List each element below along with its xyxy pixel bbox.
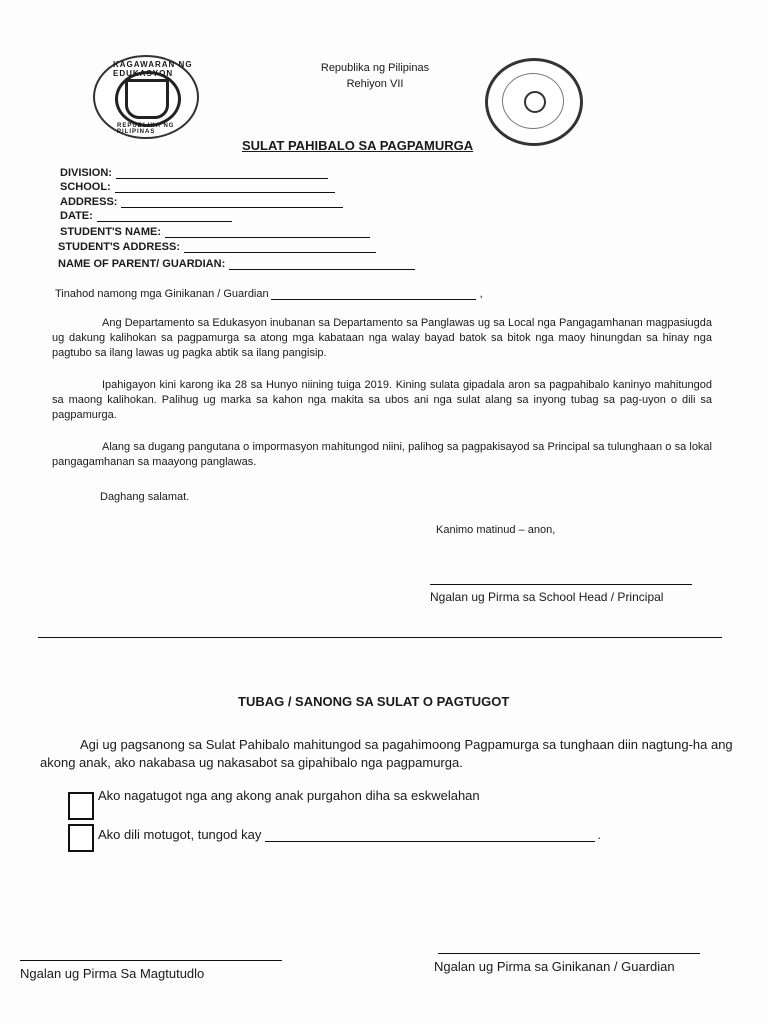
agree-checkbox[interactable]: [68, 792, 94, 820]
seal-bottom-text: REPUBLIKA NG PILIPINAS: [117, 123, 175, 135]
salutation-row: Tinahod namong mga Ginikanan / Guardian ,: [55, 288, 483, 300]
teacher-signature-label: Ngalan ug Pirma Sa Magtutudlo: [20, 966, 205, 981]
field-student-address: [58, 241, 376, 253]
region-header: Rehiyon VII: [346, 78, 404, 90]
salutation-line[interactable]: [271, 288, 476, 300]
paragraph-2: Ipahigayon kini karong ika 28 sa Hunyo niining tuiga 2019. Kining sulata gipadala aron sa pagpahibalo kaninyo mahitungod sa maong kalihokan. Palihug ug marka sa kahon nga makita sa ubos ani nga sulat alang sa inyong tubag sa pag-uyon o dili sa pagpamurga.: [52, 379, 712, 421]
field-label: DATE:: [60, 210, 93, 222]
field-date: [60, 210, 232, 222]
head-signature-line[interactable]: [430, 584, 692, 585]
field-label: SCHOOL:: [60, 181, 111, 193]
field-line[interactable]: [115, 181, 335, 193]
field-line[interactable]: [165, 226, 370, 238]
paragraph-3: Alang sa dugang pangutana o impormasyon mahitungod niini, palihog sa pagpakisayod sa Principal sa tulunghaan o sa lokal pangagamhanan sa maayong panglawas.: [52, 441, 712, 468]
seal-top-text: KAGAWARAN NG EDUKASYON: [113, 60, 193, 78]
disagree-checkbox[interactable]: [68, 824, 94, 852]
field-line[interactable]: [184, 241, 376, 253]
deped-seal-logo: [93, 55, 199, 139]
reason-line[interactable]: [265, 829, 595, 842]
field-label: ADDRESS:: [60, 196, 118, 208]
head-signature-label: Ngalan ug Pirma sa School Head / Principal: [430, 590, 664, 604]
letter-title: SULAT PAHIBALO SA PAGPAMURGA: [242, 138, 474, 153]
agree-label: Ako nagatugot nga ang akong anak purgahon diha sa eskwelahan: [98, 788, 480, 803]
field-line[interactable]: [116, 167, 328, 179]
field-line[interactable]: [229, 258, 415, 270]
field-parent-name: [58, 258, 415, 270]
section-divider: [38, 637, 722, 638]
field-label: STUDENT'S ADDRESS:: [58, 241, 180, 253]
closing-text: Kanimo matinud – anon,: [436, 524, 556, 536]
disagree-row: Ako dili motugot, tungod kay .: [98, 827, 601, 842]
paragraph-1: Ang Departamento sa Edukasyon inubanan sa Departamento sa Panglawas ug sa Local nga Pangagamhanan magpasiugda ug dakung kalihokan sa pagpamurga sa atong mga kabataan nga walay bayad batok sa bitok nga maoy hinungdan sa hinay nga pagtubo sa ilang lawas ug pagka abtik sa ilang pangisip.: [52, 317, 712, 359]
field-address: [60, 196, 343, 208]
seal-core-icon: [524, 91, 546, 113]
field-school: [60, 181, 335, 193]
reply-intro: Agi ug pagsanong sa Sulat Pahibalo mahitungod sa pagahimoong Pagpamurga sa tunghaan diin nagtung-ha ang akong anak, ako nakabasa ug nakasabot sa gipahibalo nga pagpamurga.: [40, 737, 733, 770]
salutation: Tinahod namong mga Ginikanan / Guardian: [55, 288, 269, 300]
seal-shield-icon: [125, 79, 169, 119]
school-seal-logo: [485, 58, 583, 146]
parent-signature-label: Ngalan ug Pirma sa Ginikanan / Guardian: [434, 959, 675, 974]
field-division: [60, 167, 328, 179]
reply-title: TUBAG / SANONG SA SULAT O PAGTUGOT: [238, 694, 510, 709]
thanks-text: Daghang salamat.: [100, 491, 190, 503]
field-label: NAME OF PARENT/ GUARDIAN:: [58, 258, 226, 270]
field-student-name: [60, 226, 370, 238]
republic-header: Republika ng Pilipinas: [320, 62, 430, 74]
field-line[interactable]: [97, 210, 232, 222]
teacher-signature-line[interactable]: [20, 960, 282, 961]
disagree-label: Ako dili motugot, tungod kay: [98, 827, 262, 842]
field-label: DIVISION:: [60, 167, 112, 179]
field-label: STUDENT'S NAME:: [60, 226, 162, 238]
field-line[interactable]: [121, 196, 343, 208]
parent-signature-line[interactable]: [438, 953, 700, 954]
